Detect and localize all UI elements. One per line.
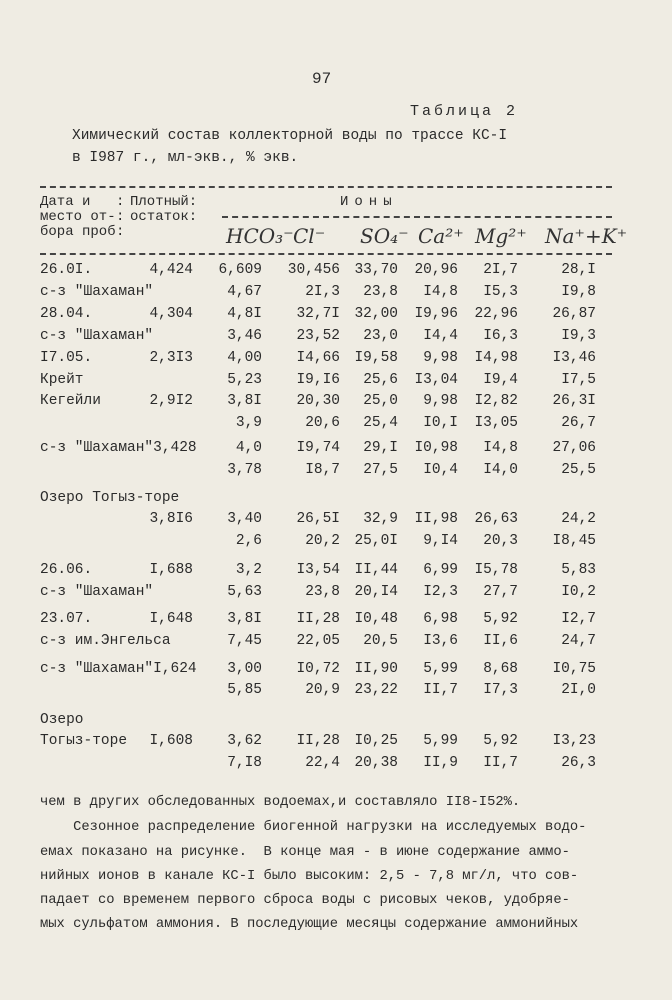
- nak-cell: 27,06: [552, 440, 596, 456]
- mg-cell: 5,92: [483, 733, 518, 749]
- row-label: Озеро: [40, 712, 84, 728]
- table-caption-line-1: Химический состав коллекторной воды по трассе КС-I: [72, 128, 508, 144]
- ca-cell: I3,04: [414, 372, 458, 388]
- so4-cell: 20,I4: [354, 584, 398, 600]
- row-label: 26.0I.: [40, 262, 93, 278]
- ca-cell: I2,3: [423, 584, 458, 600]
- so4-cell: 25,0: [363, 393, 398, 409]
- row-label: Тогыз-торе: [40, 733, 128, 749]
- so4-cell: 20,38: [354, 755, 398, 771]
- table-header-rule: [40, 253, 612, 255]
- hco3-cell: 3,78: [227, 462, 262, 478]
- mg-cell: I2,82: [474, 393, 518, 409]
- row-label: с-з "Шахаман"3,428: [40, 440, 197, 456]
- ca-cell: 6,98: [423, 611, 458, 627]
- nak-cell: I9,8: [561, 284, 596, 300]
- hco3-cell: 7,I8: [227, 755, 262, 771]
- cl-cell: I0,72: [296, 661, 340, 677]
- paragraph-line: Сезонное распределение биогенной нагрузки на исследуемых водо-: [40, 820, 587, 835]
- ca-cell: I0,4: [423, 462, 458, 478]
- nak-cell: I8,45: [552, 533, 596, 549]
- ca-cell: 9,98: [423, 350, 458, 366]
- residue-cell: 2,3I3: [149, 350, 193, 366]
- nak-cell: 5,83: [561, 562, 596, 578]
- row-label: Озеро Тогыз-торе: [40, 490, 180, 506]
- ca-cell: II,98: [414, 511, 458, 527]
- mg-cell: II,7: [483, 755, 518, 771]
- so4-cell: 33,70: [354, 262, 398, 278]
- so4-cell: 32,9: [363, 511, 398, 527]
- ca-cell: 6,99: [423, 562, 458, 578]
- residue-cell: 4,424: [149, 262, 193, 278]
- cl-cell: II,28: [296, 733, 340, 749]
- cl-cell: I4,66: [296, 350, 340, 366]
- mg-cell: I4,0: [483, 462, 518, 478]
- ion-nak-header: Na⁺+K⁺: [545, 224, 628, 248]
- row-label: с-з "Шахаман"I,624: [40, 661, 197, 677]
- cl-cell: 20,30: [296, 393, 340, 409]
- row-label: с-з "Шахаман": [40, 284, 154, 300]
- paragraph-line: нийных ионов в канале КС-I было высоким: 2,5 - 7,8 мг/л, что сов-: [40, 869, 579, 884]
- mg-cell: I5,3: [483, 284, 518, 300]
- ca-cell: 9,I4: [423, 533, 458, 549]
- hco3-cell: 4,0: [235, 440, 262, 456]
- so4-cell: 23,22: [354, 682, 398, 698]
- nak-cell: I7,5: [561, 372, 596, 388]
- nak-cell: I9,3: [561, 328, 596, 344]
- nak-cell: I2,7: [561, 611, 596, 627]
- so4-cell: 23,0: [363, 328, 398, 344]
- row-label: 26.06.: [40, 562, 93, 578]
- cl-cell: 22,05: [296, 633, 340, 649]
- ca-cell: II,7: [423, 682, 458, 698]
- residue-cell: 3,8I6: [149, 511, 193, 527]
- residue-cell: I,648: [149, 611, 193, 627]
- hco3-cell: 7,45: [227, 633, 262, 649]
- header-separator: : : :: [116, 194, 125, 240]
- mg-cell: I3,05: [474, 415, 518, 431]
- ion-so4-header: SO₄⁻: [360, 224, 409, 248]
- ion-mg-header: Mg²⁺: [475, 224, 527, 248]
- table-label: Таблица 2: [410, 103, 519, 120]
- row-label: с-з "Шахаман": [40, 328, 154, 344]
- header-residue: Плотный: остаток:: [130, 194, 198, 225]
- ions-rule: [222, 216, 612, 218]
- cl-cell: I8,7: [305, 462, 340, 478]
- row-label: Крейт: [40, 372, 84, 388]
- cl-cell: 20,9: [305, 682, 340, 698]
- cl-cell: 30,456: [287, 262, 340, 278]
- hco3-cell: 3,8I: [227, 393, 262, 409]
- hco3-cell: 5,85: [227, 682, 262, 698]
- nak-cell: I3,23: [552, 733, 596, 749]
- mg-cell: 5,92: [483, 611, 518, 627]
- hco3-cell: 3,40: [227, 511, 262, 527]
- ca-cell: I0,I: [423, 415, 458, 431]
- nak-cell: 28,I: [561, 262, 596, 278]
- nak-cell: 2I,0: [561, 682, 596, 698]
- hco3-cell: 3,8I: [227, 611, 262, 627]
- hco3-cell: 3,00: [227, 661, 262, 677]
- ion-hco3-header: HCO₃⁻: [226, 224, 294, 248]
- paragraph-line: емах показано на рисунке. В конце мая - в июне содержание аммо-: [40, 845, 570, 860]
- hco3-cell: 4,8I: [227, 306, 262, 322]
- cl-cell: 20,6: [305, 415, 340, 431]
- nak-cell: I3,46: [552, 350, 596, 366]
- cl-cell: II,28: [296, 611, 340, 627]
- page-number: 97: [312, 70, 332, 88]
- row-label: 28.04.: [40, 306, 93, 322]
- hco3-cell: 5,23: [227, 372, 262, 388]
- cl-cell: 20,2: [305, 533, 340, 549]
- mg-cell: 27,7: [483, 584, 518, 600]
- so4-cell: 25,6: [363, 372, 398, 388]
- mg-cell: II,6: [483, 633, 518, 649]
- ca-cell: I3,6: [423, 633, 458, 649]
- row-label: I7.05.: [40, 350, 93, 366]
- paragraph-line: падает со временем первого сброса воды с рисовых чеков, удобряе-: [40, 893, 570, 908]
- table-top-rule: [40, 186, 612, 188]
- hco3-cell: 3,2: [235, 562, 262, 578]
- mg-cell: I4,8: [483, 440, 518, 456]
- ca-cell: I9,96: [414, 306, 458, 322]
- cl-cell: I9,74: [296, 440, 340, 456]
- ca-cell: I4,4: [423, 328, 458, 344]
- mg-cell: 22,96: [474, 306, 518, 322]
- ion-ca-header: Ca²⁺: [418, 224, 464, 248]
- nak-cell: 24,2: [561, 511, 596, 527]
- nak-cell: 26,3I: [552, 393, 596, 409]
- nak-cell: 25,5: [561, 462, 596, 478]
- so4-cell: I0,25: [354, 733, 398, 749]
- row-label: с-з им.Энгельса: [40, 633, 171, 649]
- hco3-cell: 3,62: [227, 733, 262, 749]
- so4-cell: 32,00: [354, 306, 398, 322]
- row-label: с-з "Шахаман": [40, 584, 154, 600]
- hco3-cell: 4,00: [227, 350, 262, 366]
- hco3-cell: 2,6: [235, 533, 262, 549]
- so4-cell: 25,4: [363, 415, 398, 431]
- residue-cell: I,608: [149, 733, 193, 749]
- row-label: 23.07.: [40, 611, 93, 627]
- ca-cell: I4,8: [423, 284, 458, 300]
- table-caption-line-2: в I987 г., мл-экв., % экв.: [72, 150, 299, 166]
- mg-cell: 8,68: [483, 661, 518, 677]
- hco3-cell: 3,9: [235, 415, 262, 431]
- mg-cell: I9,4: [483, 372, 518, 388]
- nak-cell: 26,87: [552, 306, 596, 322]
- nak-cell: I0,75: [552, 661, 596, 677]
- row-label: Кегейли: [40, 393, 101, 409]
- paragraph-line: мых сульфатом аммония. В последующие месяцы содержание аммонийных: [40, 917, 579, 932]
- header-ions-title: Ионы: [340, 194, 398, 210]
- so4-cell: 23,8: [363, 284, 398, 300]
- mg-cell: 2I,7: [483, 262, 518, 278]
- mg-cell: I7,3: [483, 682, 518, 698]
- so4-cell: I0,48: [354, 611, 398, 627]
- cl-cell: 2I,3: [305, 284, 340, 300]
- so4-cell: 29,I: [363, 440, 398, 456]
- so4-cell: II,44: [354, 562, 398, 578]
- cl-cell: 22,4: [305, 755, 340, 771]
- cl-cell: 32,7I: [296, 306, 340, 322]
- mg-cell: 20,3: [483, 533, 518, 549]
- ca-cell: 9,98: [423, 393, 458, 409]
- nak-cell: 26,7: [561, 415, 596, 431]
- so4-cell: I9,58: [354, 350, 398, 366]
- ca-cell: I0,98: [414, 440, 458, 456]
- mg-cell: 26,63: [474, 511, 518, 527]
- nak-cell: I0,2: [561, 584, 596, 600]
- ca-cell: 20,96: [414, 262, 458, 278]
- hco3-cell: 6,609: [218, 262, 262, 278]
- ca-cell: 5,99: [423, 661, 458, 677]
- cl-cell: 23,52: [296, 328, 340, 344]
- hco3-cell: 4,67: [227, 284, 262, 300]
- cl-cell: 23,8: [305, 584, 340, 600]
- ca-cell: II,9: [423, 755, 458, 771]
- ion-cl-header: Cl⁻: [293, 224, 326, 248]
- hco3-cell: 3,46: [227, 328, 262, 344]
- residue-cell: 4,304: [149, 306, 193, 322]
- hco3-cell: 5,63: [227, 584, 262, 600]
- residue-cell: I,688: [149, 562, 193, 578]
- so4-cell: 20,5: [363, 633, 398, 649]
- cl-cell: I3,54: [296, 562, 340, 578]
- header-date-place: Дата и место от- бора проб: [40, 194, 116, 240]
- nak-cell: 24,7: [561, 633, 596, 649]
- nak-cell: 26,3: [561, 755, 596, 771]
- paragraph-line: чем в других обследованных водоемах,и составляло II8-I52%.: [40, 795, 521, 810]
- cl-cell: I9,I6: [296, 372, 340, 388]
- so4-cell: 27,5: [363, 462, 398, 478]
- ca-cell: 5,99: [423, 733, 458, 749]
- so4-cell: II,90: [354, 661, 398, 677]
- mg-cell: I6,3: [483, 328, 518, 344]
- mg-cell: I5,78: [474, 562, 518, 578]
- cl-cell: 26,5I: [296, 511, 340, 527]
- residue-cell: 2,9I2: [149, 393, 193, 409]
- mg-cell: I4,98: [474, 350, 518, 366]
- so4-cell: 25,0I: [354, 533, 398, 549]
